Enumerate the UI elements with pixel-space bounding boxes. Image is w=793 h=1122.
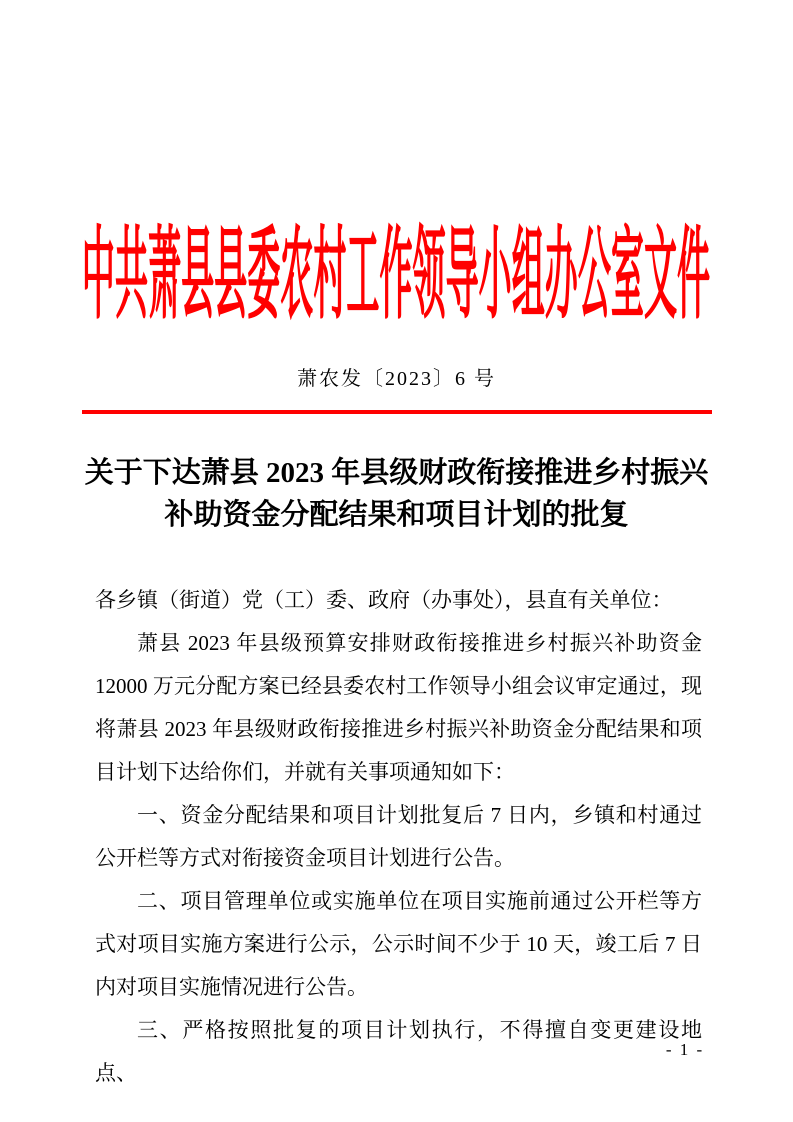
issuing-agency-banner-text: 中共萧县县委农村工作领导小组办公室文件 (82, 221, 711, 333)
body-paragraph: 萧县 2023 年县级预算安排财政衔接推进乡村振兴补助资金 12000 万元分配方案已经县委农村工作领导小组会议审定通过，现将萧县 2023 年县级财政衔接推进乡村振兴补助资金分配结果和项目计划下达给你们，并就有关事项通知如下： (95, 631, 702, 784)
body-paragraph: 三、严格按照批复的项目计划执行，不得擅自变更建设地点、 (95, 1018, 702, 1085)
page-number: - 1 - (665, 1040, 705, 1059)
red-separator-line (82, 410, 712, 414)
document-title-line1: 关于下达萧县 2023 年县级财政衔接推进乡村振兴 (84, 457, 709, 489)
body-paragraph: 二、项目管理单位或实施单位在项目实施前通过公开栏等方式对项目实施方案进行公示，公示时间不少于 10 天，竣工后 7 日内对项目实施情况进行公告。 (95, 889, 702, 999)
document-title (0, 452, 793, 536)
document-title-line2: 补助资金分配结果和项目计划的批复 (164, 499, 629, 531)
salutation-line: 各乡镇（街道）党（工）委、政府（办事处），县直有关单位： (95, 588, 673, 612)
red-header-banner (0, 221, 793, 333)
body-paragraph: 一、资金分配结果和项目计划批复后 7 日内，乡镇和村通过公开栏等方式对衔接资金项目计划进行公告。 (95, 803, 702, 870)
document-number: 萧农发〔2023〕6 号 (297, 368, 496, 390)
document-body (95, 579, 702, 1095)
